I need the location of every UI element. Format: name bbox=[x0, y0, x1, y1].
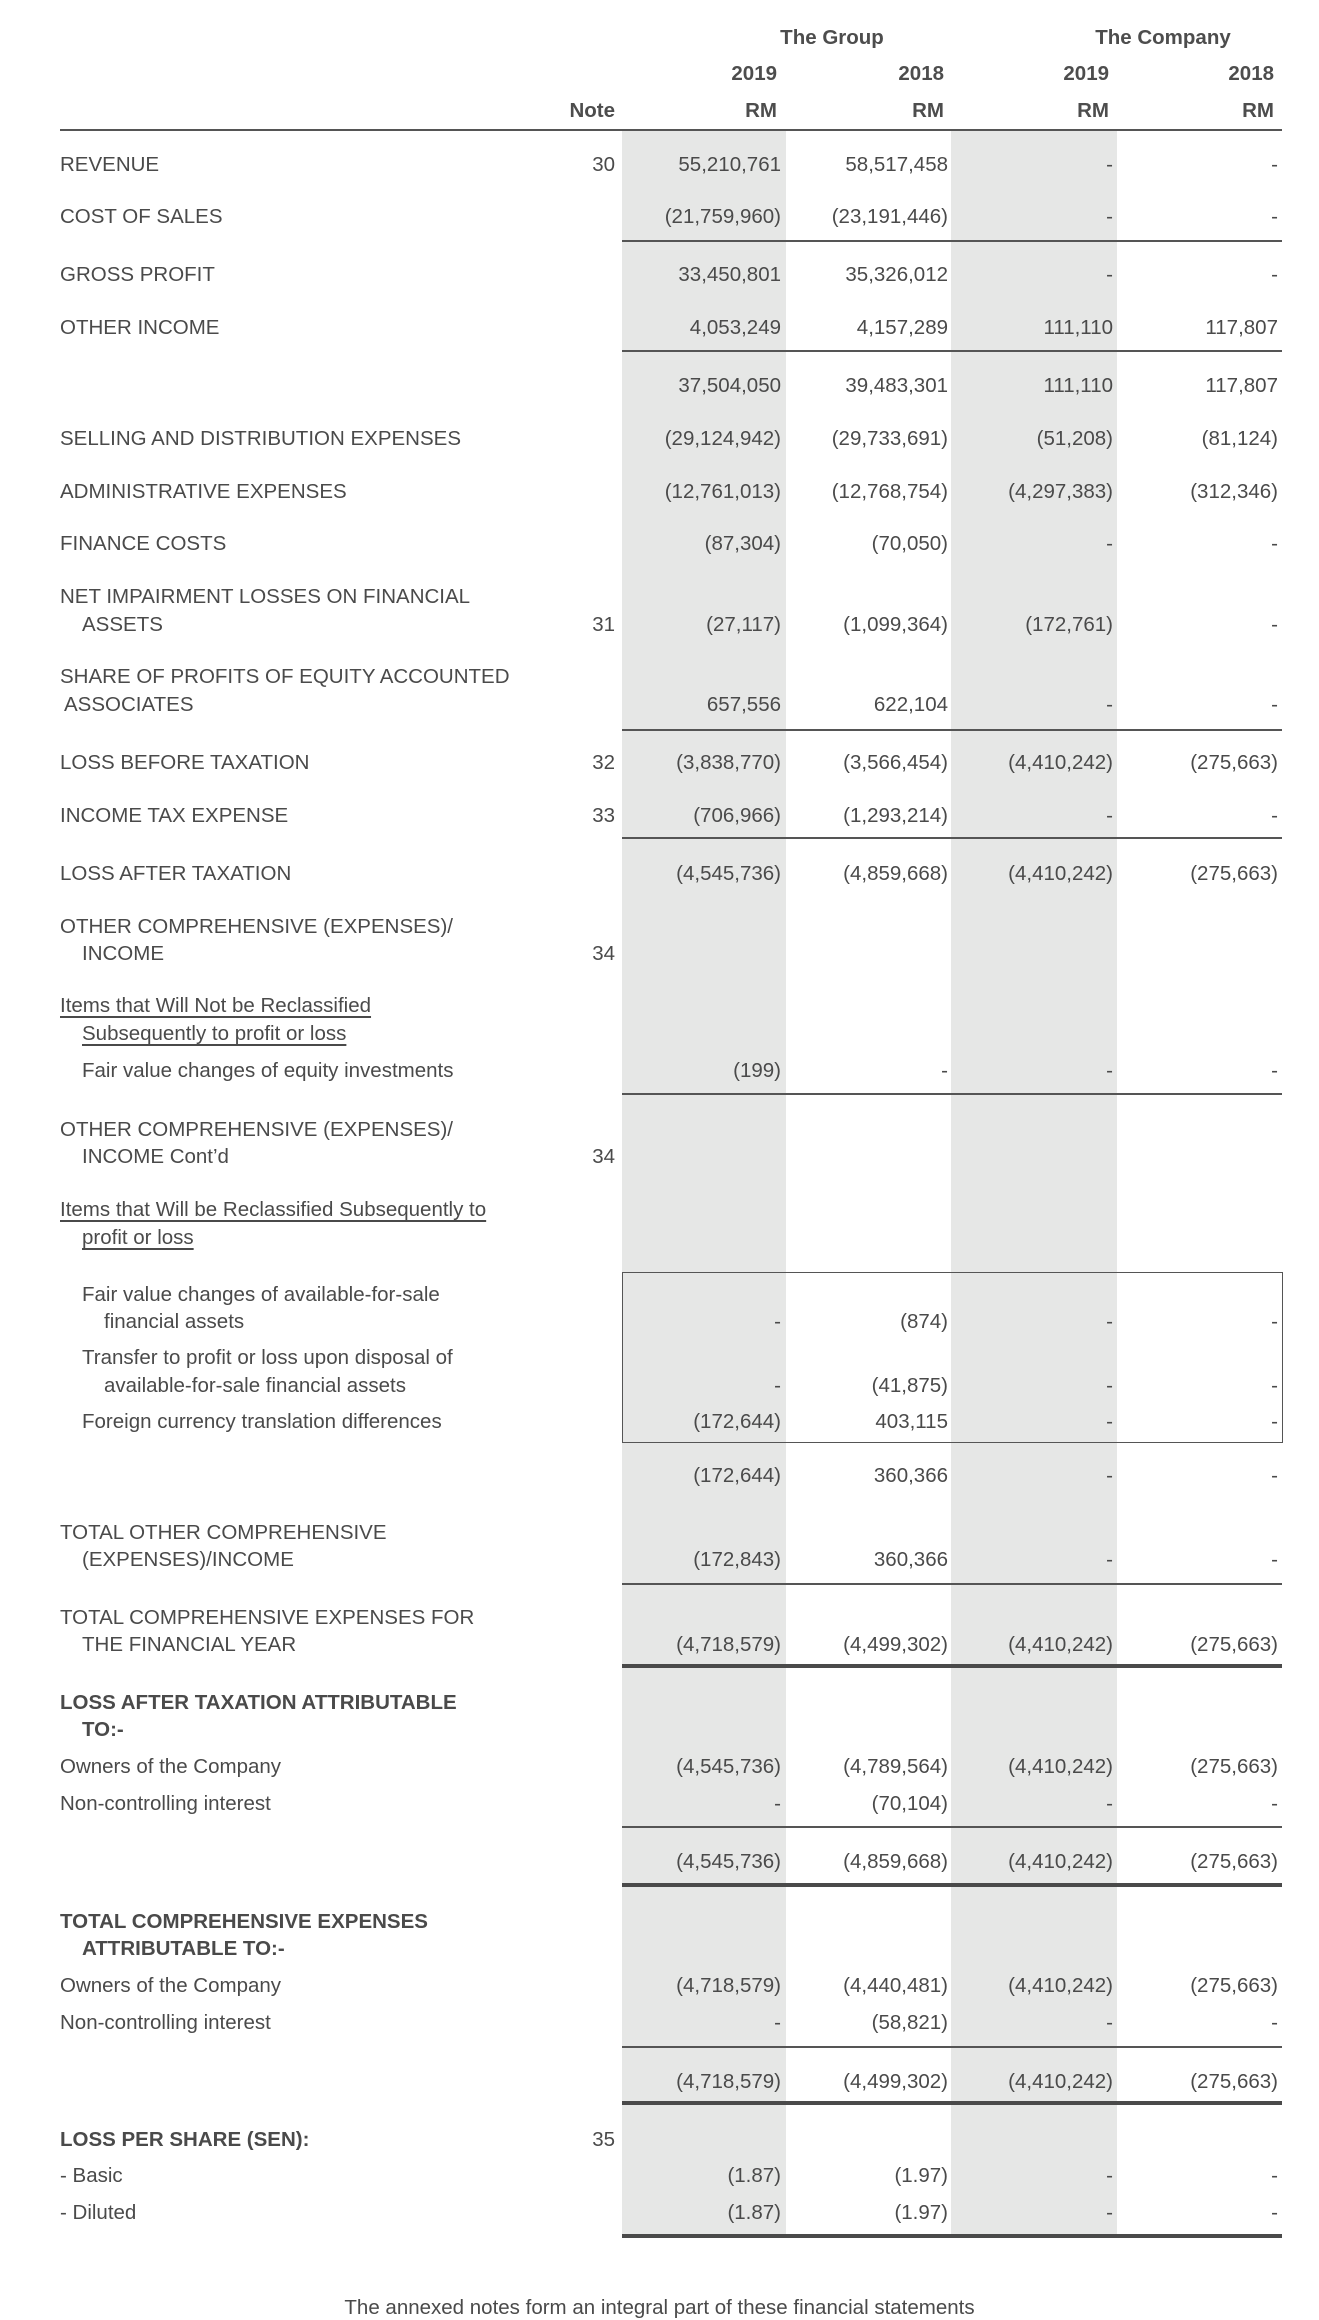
section-heading-cont: profit or loss bbox=[82, 1226, 194, 1249]
row-label: - Diluted bbox=[60, 2201, 137, 2224]
cell: (706,966) bbox=[693, 804, 781, 827]
section-heading: Items that Will be Reclassified Subsequently to bbox=[60, 1198, 487, 1221]
year-header-company-2018: 2018 bbox=[1228, 62, 1274, 85]
cell: 37,504,050 bbox=[678, 374, 781, 397]
subtotal-rule bbox=[622, 837, 1282, 839]
row-label-cont: ASSETS bbox=[82, 613, 163, 636]
row-note: 34 bbox=[592, 1145, 615, 1168]
cell: (4,718,579) bbox=[676, 2070, 781, 2093]
cell: (172,843) bbox=[693, 1548, 781, 1571]
note-header: Note bbox=[569, 99, 615, 122]
cell: 39,483,301 bbox=[845, 374, 948, 397]
company-header: The Company bbox=[1095, 26, 1231, 49]
section-heading-cont: Subsequently to profit or loss bbox=[82, 1022, 347, 1045]
cell: 622,104 bbox=[873, 693, 948, 716]
year-header-group-2019: 2019 bbox=[731, 62, 777, 85]
cell: (1,099,364) bbox=[843, 613, 948, 636]
cell: 35,326,012 bbox=[845, 263, 948, 286]
cell: (41,875) bbox=[871, 1374, 948, 1397]
cell: (275,663) bbox=[1190, 1633, 1278, 1656]
cell: 360,366 bbox=[873, 1548, 948, 1571]
row-label: LOSS BEFORE TAXATION bbox=[60, 751, 310, 774]
cell: (4,545,736) bbox=[676, 862, 781, 885]
row-label: Fair value changes of available-for-sale bbox=[82, 1283, 440, 1306]
cell: (4,410,242) bbox=[1008, 751, 1113, 774]
cell: (4,499,302) bbox=[843, 1633, 948, 1656]
row-label: GROSS PROFIT bbox=[60, 263, 215, 286]
cell: - bbox=[1106, 804, 1113, 827]
row-label: Fair value changes of equity investments bbox=[82, 1059, 454, 1082]
cell: (4,789,564) bbox=[843, 1755, 948, 1778]
cell: - bbox=[1271, 693, 1278, 716]
cell: (4,410,242) bbox=[1008, 1850, 1113, 1873]
row-label: REVENUE bbox=[60, 153, 160, 176]
cell: (275,663) bbox=[1190, 1850, 1278, 1873]
cell: 58,517,458 bbox=[845, 153, 948, 176]
row-note: 33 bbox=[592, 804, 615, 827]
cell: - bbox=[1271, 1792, 1278, 1815]
currency-header-2: RM bbox=[912, 99, 944, 122]
currency-header-1: RM bbox=[745, 99, 777, 122]
row-label: COST OF SALES bbox=[60, 205, 223, 228]
cell: - bbox=[1271, 2164, 1278, 2187]
cell: (21,759,960) bbox=[664, 205, 781, 228]
currency-header-4: RM bbox=[1242, 99, 1274, 122]
row-label: FINANCE COSTS bbox=[60, 532, 227, 555]
section-heading-cont: ATTRIBUTABLE TO:- bbox=[82, 1937, 285, 1960]
row-label: SHARE OF PROFITS OF EQUITY ACCOUNTED bbox=[60, 665, 510, 688]
cell: (1.97) bbox=[894, 2164, 948, 2187]
row-label: TOTAL OTHER COMPREHENSIVE bbox=[60, 1521, 387, 1544]
cell: - bbox=[1271, 613, 1278, 636]
row-label: Owners of the Company bbox=[60, 1974, 282, 1997]
total-rule bbox=[622, 1883, 1282, 1887]
cell: - bbox=[1106, 1548, 1113, 1571]
cell: (4,410,242) bbox=[1008, 1974, 1113, 1997]
cell: 111,110 bbox=[1043, 316, 1113, 339]
cell: (3,566,454) bbox=[843, 751, 948, 774]
subtotal-rule bbox=[622, 1583, 1282, 1585]
currency-header-3: RM bbox=[1077, 99, 1109, 122]
row-label: TOTAL COMPREHENSIVE EXPENSES FOR bbox=[60, 1606, 475, 1629]
cell: (172,761) bbox=[1025, 613, 1113, 636]
cell: (58,821) bbox=[871, 2011, 948, 2034]
row-label-cont: THE FINANCIAL YEAR bbox=[82, 1633, 297, 1656]
cell: (81,124) bbox=[1201, 427, 1278, 450]
cell: - bbox=[1106, 1792, 1113, 1815]
cell: - bbox=[1106, 1374, 1113, 1397]
row-note: 34 bbox=[592, 942, 615, 965]
cell: - bbox=[1271, 153, 1278, 176]
cell: - bbox=[1271, 1374, 1278, 1397]
total-rule bbox=[622, 1664, 1282, 1668]
cell: - bbox=[1106, 693, 1113, 716]
cell: - bbox=[1271, 205, 1278, 228]
section-heading-cont: TO:- bbox=[82, 1718, 124, 1741]
cell: - bbox=[774, 2011, 781, 2034]
row-note: 32 bbox=[592, 751, 615, 774]
cell: (275,663) bbox=[1190, 862, 1278, 885]
cell: (87,304) bbox=[704, 532, 781, 555]
cell: - bbox=[1271, 532, 1278, 555]
row-label-cont: financial assets bbox=[104, 1310, 245, 1333]
year-header-company-2019: 2019 bbox=[1063, 62, 1109, 85]
section-heading: TOTAL COMPREHENSIVE EXPENSES bbox=[60, 1910, 428, 1933]
row-label-cont: ASSOCIATES bbox=[64, 693, 194, 716]
cell: (4,410,242) bbox=[1008, 2070, 1113, 2093]
row-label: - Basic bbox=[60, 2164, 123, 2187]
cell: (12,761,013) bbox=[664, 480, 781, 503]
row-label-cont: INCOME bbox=[82, 942, 164, 965]
cell: - bbox=[1271, 2011, 1278, 2034]
cell: - bbox=[774, 1792, 781, 1815]
cell: (4,859,668) bbox=[843, 1850, 948, 1873]
cell: - bbox=[774, 1310, 781, 1333]
cell: - bbox=[1106, 2201, 1113, 2224]
cell: (1.97) bbox=[894, 2201, 948, 2224]
row-label-cont: (EXPENSES)/INCOME bbox=[82, 1548, 294, 1571]
cell: (51,208) bbox=[1036, 427, 1113, 450]
cell: - bbox=[1106, 153, 1113, 176]
row-label: INCOME TAX EXPENSE bbox=[60, 804, 289, 827]
cell: 360,366 bbox=[873, 1464, 948, 1487]
cell: (29,124,942) bbox=[664, 427, 781, 450]
cell: 55,210,761 bbox=[678, 153, 781, 176]
cell: - bbox=[1271, 1410, 1278, 1433]
cell: - bbox=[1106, 263, 1113, 286]
cell: (4,859,668) bbox=[843, 862, 948, 885]
cell: (29,733,691) bbox=[831, 427, 948, 450]
total-rule bbox=[622, 2101, 1282, 2105]
cell: - bbox=[1106, 2011, 1113, 2034]
row-label: OTHER COMPREHENSIVE (EXPENSES)/ bbox=[60, 1118, 453, 1141]
row-note: 31 bbox=[592, 613, 615, 636]
cell: (275,663) bbox=[1190, 1755, 1278, 1778]
cell: - bbox=[1271, 2201, 1278, 2224]
row-note: 30 bbox=[592, 153, 615, 176]
row-label: NET IMPAIRMENT LOSSES ON FINANCIAL bbox=[60, 585, 471, 608]
subtotal-rule bbox=[622, 1826, 1282, 1828]
cell: (4,440,481) bbox=[843, 1974, 948, 1997]
section-heading: LOSS PER SHARE (SEN): bbox=[60, 2128, 310, 2151]
cell: - bbox=[1106, 532, 1113, 555]
cell: (4,545,736) bbox=[676, 1755, 781, 1778]
section-heading: Items that Will Not be Reclassified bbox=[60, 994, 372, 1017]
cell: (4,410,242) bbox=[1008, 1755, 1113, 1778]
row-label: Non-controlling interest bbox=[60, 2011, 271, 2034]
subtotal-rule bbox=[622, 350, 1282, 352]
row-label: Foreign currency translation differences bbox=[82, 1410, 442, 1433]
cell: 657,556 bbox=[706, 693, 781, 716]
cell: 4,053,249 bbox=[689, 316, 781, 339]
cell: 117,807 bbox=[1205, 374, 1278, 397]
cell: 33,450,801 bbox=[678, 263, 781, 286]
total-rule bbox=[622, 2234, 1282, 2238]
cell: (12,768,754) bbox=[831, 480, 948, 503]
cell: 111,110 bbox=[1043, 374, 1113, 397]
row-label-cont: available-for-sale financial assets bbox=[104, 1374, 406, 1397]
cell: - bbox=[1271, 1310, 1278, 1333]
cell: (275,663) bbox=[1190, 1974, 1278, 1997]
row-label: Owners of the Company bbox=[60, 1755, 282, 1778]
cell: 117,807 bbox=[1205, 316, 1278, 339]
cell: (4,718,579) bbox=[676, 1633, 781, 1656]
cell: (4,410,242) bbox=[1008, 862, 1113, 885]
cell: (1.87) bbox=[727, 2201, 781, 2224]
cell: (4,499,302) bbox=[843, 2070, 948, 2093]
cell: (275,663) bbox=[1190, 2070, 1278, 2093]
cell: (4,297,383) bbox=[1008, 480, 1113, 503]
cell: (874) bbox=[900, 1310, 948, 1333]
cell: - bbox=[1106, 205, 1113, 228]
cell: - bbox=[1271, 1464, 1278, 1487]
group-header: The Group bbox=[780, 26, 884, 49]
row-label: ADMINISTRATIVE EXPENSES bbox=[60, 480, 347, 503]
cell: (172,644) bbox=[693, 1410, 781, 1433]
cell: (27,117) bbox=[706, 613, 781, 636]
year-header-group-2018: 2018 bbox=[898, 62, 944, 85]
cell: - bbox=[1106, 1310, 1113, 1333]
cell: (70,050) bbox=[871, 532, 948, 555]
cell: (4,718,579) bbox=[676, 1974, 781, 1997]
cell: (1,293,214) bbox=[843, 804, 948, 827]
header-rule bbox=[60, 129, 1282, 131]
subtotal-rule bbox=[622, 2046, 1282, 2048]
cell: (3,838,770) bbox=[676, 751, 781, 774]
subtotal-rule bbox=[622, 729, 1282, 731]
cell: - bbox=[1271, 1059, 1278, 1082]
cell: (4,410,242) bbox=[1008, 1633, 1113, 1656]
cell: (312,346) bbox=[1190, 480, 1278, 503]
row-label: Transfer to profit or loss upon disposal of bbox=[82, 1346, 453, 1369]
cell: - bbox=[1271, 263, 1278, 286]
cell: (199) bbox=[733, 1059, 781, 1082]
cell: - bbox=[1271, 804, 1278, 827]
row-label: OTHER INCOME bbox=[60, 316, 220, 339]
cell: - bbox=[774, 1374, 781, 1397]
section-heading: LOSS AFTER TAXATION ATTRIBUTABLE bbox=[60, 1691, 457, 1714]
row-note: 35 bbox=[592, 2128, 615, 2151]
cell: (275,663) bbox=[1190, 751, 1278, 774]
cell: - bbox=[1271, 1548, 1278, 1571]
cell: (70,104) bbox=[871, 1792, 948, 1815]
cell: (4,545,736) bbox=[676, 1850, 781, 1873]
cell: 403,115 bbox=[875, 1410, 948, 1433]
cell: (23,191,446) bbox=[831, 205, 948, 228]
row-label: OTHER COMPREHENSIVE (EXPENSES)/ bbox=[60, 915, 453, 938]
subtotal-rule bbox=[622, 1093, 1282, 1095]
row-label: LOSS AFTER TAXATION bbox=[60, 862, 292, 885]
cell: - bbox=[1106, 2164, 1113, 2187]
cell: (172,644) bbox=[693, 1464, 781, 1487]
row-label: Non-controlling interest bbox=[60, 1792, 271, 1815]
cell: - bbox=[941, 1059, 948, 1082]
cell: (1.87) bbox=[727, 2164, 781, 2187]
footer-note: The annexed notes form an integral part of these financial statements bbox=[344, 2296, 975, 2319]
cell: - bbox=[1106, 1464, 1113, 1487]
cell: 4,157,289 bbox=[856, 316, 948, 339]
row-label-cont: INCOME Cont’d bbox=[82, 1145, 229, 1168]
row-label: SELLING AND DISTRIBUTION EXPENSES bbox=[60, 427, 461, 450]
cell: - bbox=[1106, 1059, 1113, 1082]
cell: - bbox=[1106, 1410, 1113, 1433]
subtotal-rule bbox=[622, 240, 1282, 242]
